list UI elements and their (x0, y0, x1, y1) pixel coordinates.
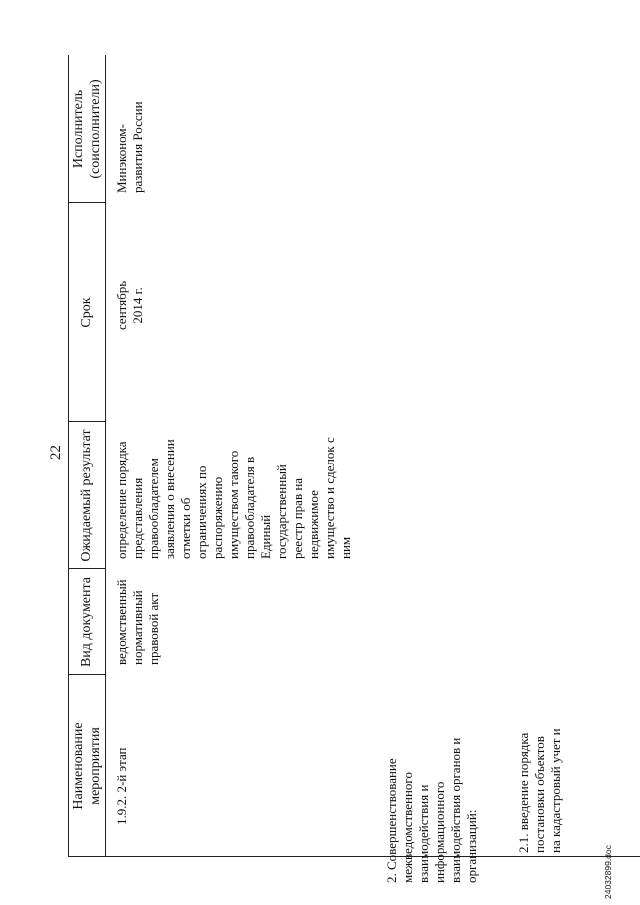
header-executor-line2: (соисполнители) (88, 79, 103, 179)
row1-result-line: отметки об (178, 497, 193, 559)
header-term-line1: Срок (79, 297, 94, 328)
header-executor (70, 55, 104, 203)
section-2-line: взаимодействия органов и (448, 737, 463, 883)
row1-executor (114, 101, 146, 193)
row1-result-line: ограничениях по (194, 465, 209, 559)
header-executor-line1: Исполнитель (71, 89, 86, 169)
row1-name (114, 747, 130, 825)
section-2-line: организаций: (464, 809, 479, 883)
row1-result-line: ним (338, 536, 353, 559)
row1-result-line: распоряжению (210, 476, 225, 559)
row1-executor-line: Минэконом- (114, 124, 129, 193)
row1-result-line: имущество и сделок с (322, 437, 337, 559)
row1-name-line: 1.9.2. 2-й этап (114, 747, 129, 825)
row1-result-line: реестр прав на (290, 477, 305, 559)
section-2-line: межведомственного (400, 772, 415, 883)
section-2-line: 2. Совершенствование (384, 758, 399, 883)
row1-doc-type (114, 579, 162, 665)
item-2-1-line: на кадастровый учет и (548, 728, 563, 853)
row1-term-line: 2014 г. (130, 287, 145, 324)
item-2-1 (516, 728, 564, 853)
row1-result-line: определение порядка (114, 441, 129, 559)
row1-result-line: Единый (258, 514, 273, 559)
row1-doc-type-line: ведомственный (114, 579, 129, 665)
section-2-title (384, 738, 480, 883)
row1-result-line: заявления о внесении (162, 439, 177, 559)
header-term (78, 203, 95, 422)
page-number: 22 (48, 445, 64, 460)
row1-result-line: правообладателем (146, 458, 161, 559)
header-doc-type (78, 569, 95, 675)
row1-result (114, 437, 354, 559)
header-doc-type-line1: Вид документа (79, 576, 94, 668)
row1-result-line: имуществом такого (226, 450, 241, 559)
table-header-bottom-border (105, 55, 106, 857)
footer-file-code: 24032899.doc (603, 845, 613, 899)
table-top-border (68, 55, 69, 857)
row1-result-line: государственный (274, 464, 289, 559)
header-result-line1: Ожидаемый результат (79, 429, 94, 562)
row1-result-line: представления (130, 477, 145, 559)
row1-result-line: недвижимое (306, 490, 321, 559)
header-name-line2: мероприятия (88, 727, 103, 805)
item-2-1-line: постановки объектов (532, 736, 547, 853)
row1-doc-type-line: правовой акт (146, 592, 161, 665)
header-result (78, 422, 95, 569)
section-2-line: информационного (432, 781, 447, 883)
header-name (70, 675, 104, 857)
table-left-border (68, 856, 640, 857)
row1-executor-line: развития России (130, 101, 145, 193)
row1-term (114, 281, 146, 330)
row1-doc-type-line: нормативный (130, 590, 145, 665)
item-2-1-line: 2.1. введение порядка (516, 732, 531, 853)
row1-result-line: правообладателя в (242, 456, 257, 559)
section-2-line: взаимодействия и (416, 784, 431, 883)
row1-term-line: сентябрь (114, 280, 129, 330)
header-name-line1: Наименование (71, 722, 86, 810)
